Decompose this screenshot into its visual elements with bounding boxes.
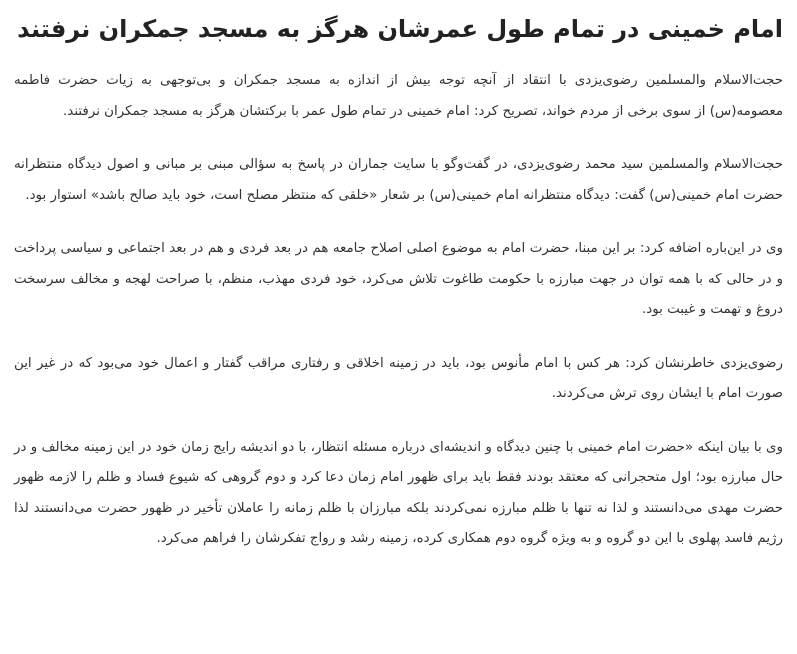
article-paragraph-4: رضوی‌یزدی خاطرنشان کرد: هر کس با امام مأنوس بود، باید در زمینه اخلاقی و رفتاری مراقب گفتار و اعمال خود می‌بود که در غیر این صورت امام با ایشان روی ترش می‌کردند. bbox=[14, 355, 783, 401]
article-paragraph-3: وی در این‌باره اضافه کرد: بر این مبنا، حضرت امام به موضوع اصلی اصلاح جامعه هم در بعد فردی و هم در بعد اجتماعی و سیاسی پرداخت و در حالی که با همه توان در جهت مبارزه با حکومت طاغوت تلاش می‌کرد، خود فردی مهذب، منظم، با صراحت لهجه و مخالف سرسخت دروغ و تهمت و غیبت بود. bbox=[14, 241, 783, 317]
article-title: امام خمینی در تمام طول عمرشان هرگز به مسجد جمکران نرفتند bbox=[17, 15, 783, 43]
article bbox=[14, 0, 783, 555]
article-paragraph-5: وی با بیان اینکه «حضرت امام خمینی با چنین دیدگاه و اندیشه‌ای درباره مسئله انتظار، با دو اندیشه رایج زمان خود در این زمینه مخالف و در حال مبارزه بود؛ اول متحجرانی که معتقد بودند فقط باید برای ظهور امام زمان دعا کرد و دوم گروهی که شیوع فساد و ظلم را لازمه ظهور حضرت مهدی می‌دانستند و لذا نه تنها با ظلم مبارزه نمی‌کردند بلکه مبارزان با ظلم زمانه را عاملان تأخیر در ظهور حضرت می‌دانستند لذا رژیم فاسد پهلوی با این دو گروه و به ویژه گروه دوم همکاری کرده، زمینه رشد و رواج تفکرشان را فراهم می‌کرد. bbox=[14, 439, 783, 546]
article-paragraph-1: حجت‌الاسلام والمسلمین رضوی‌یزدی با انتقاد از آنچه توجه بیش از اندازه به مسجد جمکران و بی‌توجهی به زیات حضرت فاطمه معصومه(س) از سوی برخی از مردم خواند، تصریح کرد: امام خمینی در تمام طول عمر با برکتشان هرگز به مسجد جمکران نرفتند. bbox=[14, 73, 783, 119]
article-paragraph-2: حجت‌الاسلام والمسلمین سید محمد رضوی‌یزدی، در گفت‌وگو با سایت جماران در پاسخ به سؤالی مبنی بر مبانی و اصول دیدگاه منتظرانه حضرت امام خمینی(س) گفت: دیدگاه منتظرانه امام خمینی(س) بر شعار «خلقی که منتظر مصلح است، خود باید صالح باشد» استوار بود. bbox=[14, 157, 783, 203]
